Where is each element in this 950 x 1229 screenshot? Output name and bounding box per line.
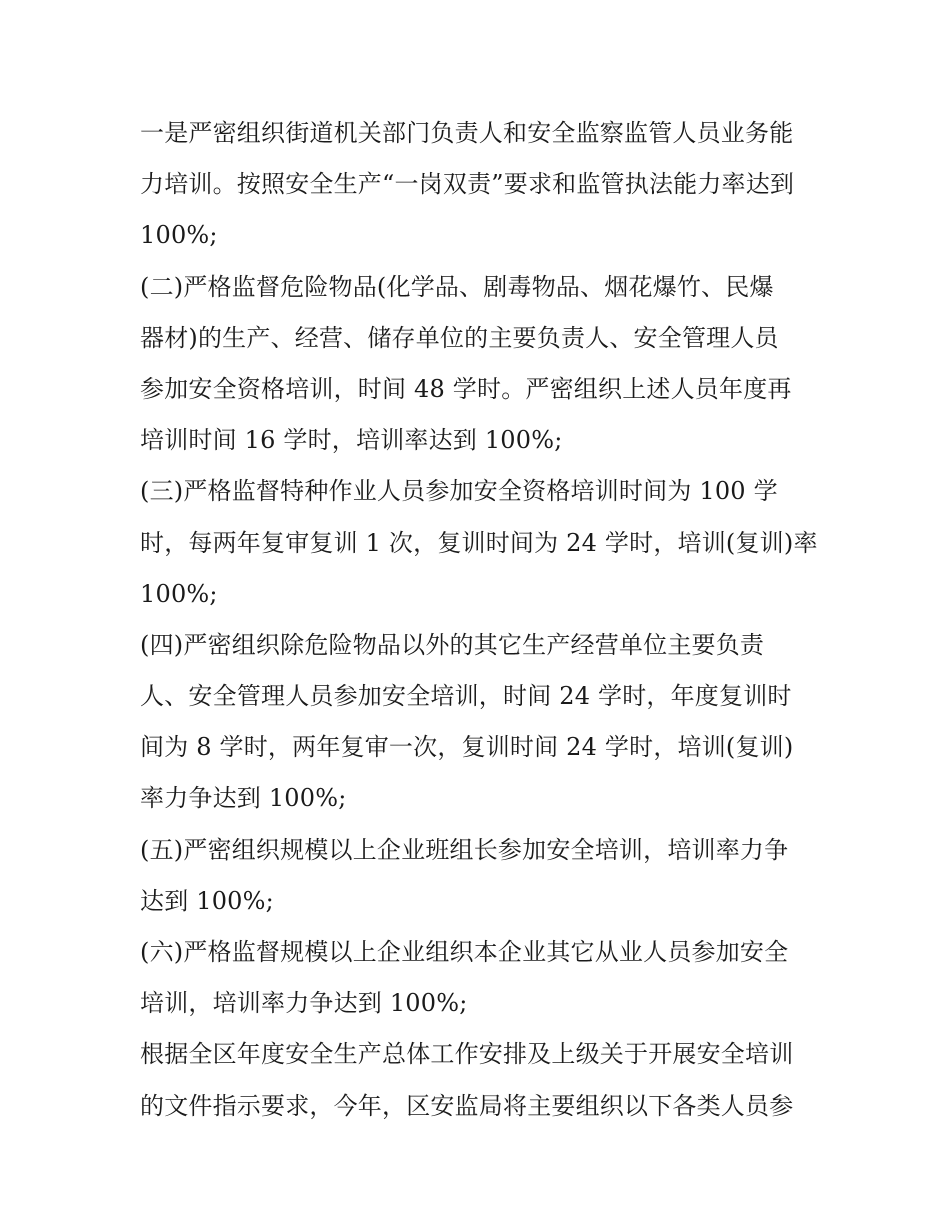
text-line: (五)严密组织规模以上企业班组长参加安全培训，培训率力争 — [140, 835, 789, 864]
text-line: 根据全区年度安全生产总体工作安排及上级关于开展安全培训 — [140, 1040, 794, 1069]
text-line: (四)严密组织除危险物品以外的其它生产经营单位主要负责 — [140, 630, 765, 659]
text-line: 100%; — [140, 579, 218, 608]
text-line: 时，每两年复审复训 1 次，复训时间为 24 学时，培训(复训)率 — [140, 528, 818, 557]
text-line: (二)严格监督危险物品(化学品、剧毒物品、烟花爆竹、民爆 — [140, 272, 774, 301]
document-body — [140, 108, 830, 1132]
text-line: 培训，培训率力争达到 100%; — [140, 989, 468, 1018]
text-line: 一是严密组织街道机关部门负责人和安全监察监管人员业务能 — [140, 119, 794, 147]
text-line: 间为 8 学时，两年复审一次，复训时间 24 学时，培训(复训) — [140, 733, 794, 762]
text-line: 人、安全管理人员参加安全培训，时间 24 学时，年度复训时 — [140, 682, 792, 711]
text-line: 器材)的生产、经营、储存单位的主要负责人、安全管理人员 — [140, 323, 779, 352]
text-line: 达到 100%; — [140, 886, 274, 915]
text-line: 参加安全资格培训，时间 48 学时。严密组织上述人员年度再 — [140, 374, 792, 403]
text-line: 力培训。按照安全生产“一岗双责”要求和监管执法能力率达到 — [140, 170, 795, 199]
text-line: (三)严格监督特种作业人员参加安全资格培训时间为 100 学 — [140, 477, 778, 506]
text-line: 100%; — [140, 221, 218, 250]
text-line: 的文件指示要求，今年，区安监局将主要组织以下各类人员参 — [140, 1091, 794, 1120]
text-line: 培训时间 16 学时，培训率达到 100%; — [140, 426, 563, 455]
text-line: 率力争达到 100%; — [140, 784, 347, 813]
text-line: (六)严格监督规模以上企业组织本企业其它从业人员参加安全 — [140, 938, 789, 966]
